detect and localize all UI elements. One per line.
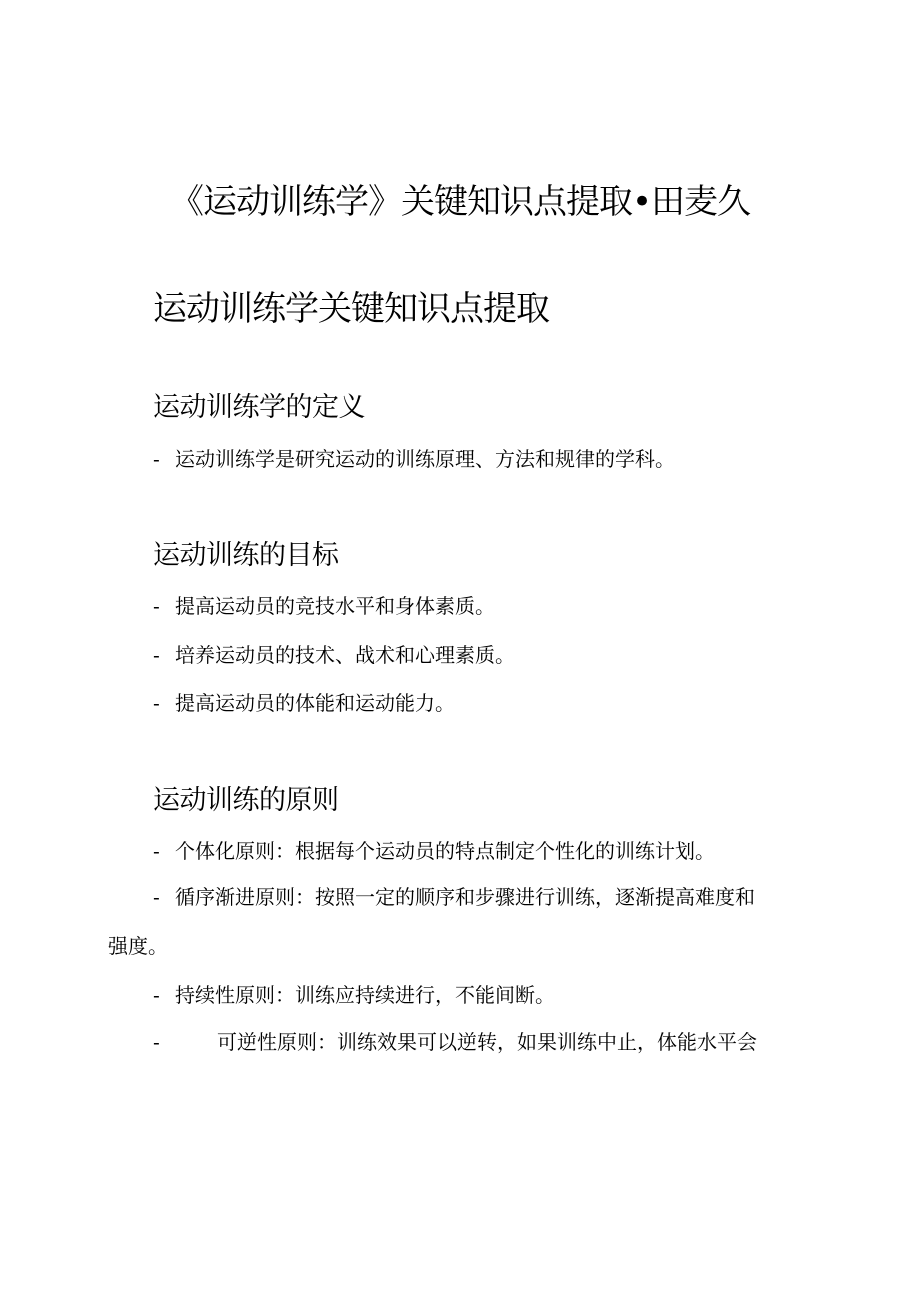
bullet-dash: - (153, 839, 160, 863)
list-item-text: 提高运动员的竞技水平和身体素质。 (175, 594, 495, 618)
list-item-text: 运动训练学是研究运动的训练原理、方法和规律的学科。 (175, 447, 675, 471)
list-item-text: 个体化原则：根据每个运动员的特点制定个性化的训练计划。 (175, 839, 715, 863)
document-title: 《运动训练学》关键知识点提取•田麦久 (169, 182, 751, 222)
section-heading-definition: 运动训练学的定义 (153, 392, 365, 423)
bullet-dash: - (153, 983, 160, 1007)
list-item (153, 882, 755, 912)
section-heading-principles: 运动训练的原则 (153, 785, 339, 816)
list-item-text: 循序渐进原则：按照一定的顺序和步骤进行训练，逐渐提高难度和 (175, 885, 755, 909)
list-item-continuation: 强度。 (108, 934, 168, 958)
list-item (153, 1027, 757, 1057)
bullet-dash: - (153, 1030, 160, 1054)
list-item (153, 980, 555, 1010)
bullet-dash: - (153, 594, 160, 618)
list-item (153, 591, 495, 621)
bullet-dash: - (153, 643, 160, 667)
list-item-text: 培养运动员的技术、战术和心理素质。 (175, 643, 515, 667)
bullet-dash: - (153, 885, 160, 909)
bullet-dash: - (153, 691, 160, 715)
bullet-dash: - (153, 447, 160, 471)
list-item-text: 提高运动员的体能和运动能力。 (175, 691, 455, 715)
list-item-text: 持续性原则：训练应持续进行，不能间断。 (175, 983, 555, 1007)
list-item (153, 640, 515, 670)
list-item-text: 可逆性原则：训练效果可以逆转，如果训练中止，体能水平会 (217, 1030, 757, 1054)
list-item (153, 688, 455, 718)
list-item (153, 836, 715, 866)
main-heading: 运动训练学关键知识点提取 (153, 289, 549, 329)
list-item (153, 444, 675, 474)
section-heading-goals: 运动训练的目标 (153, 540, 339, 571)
